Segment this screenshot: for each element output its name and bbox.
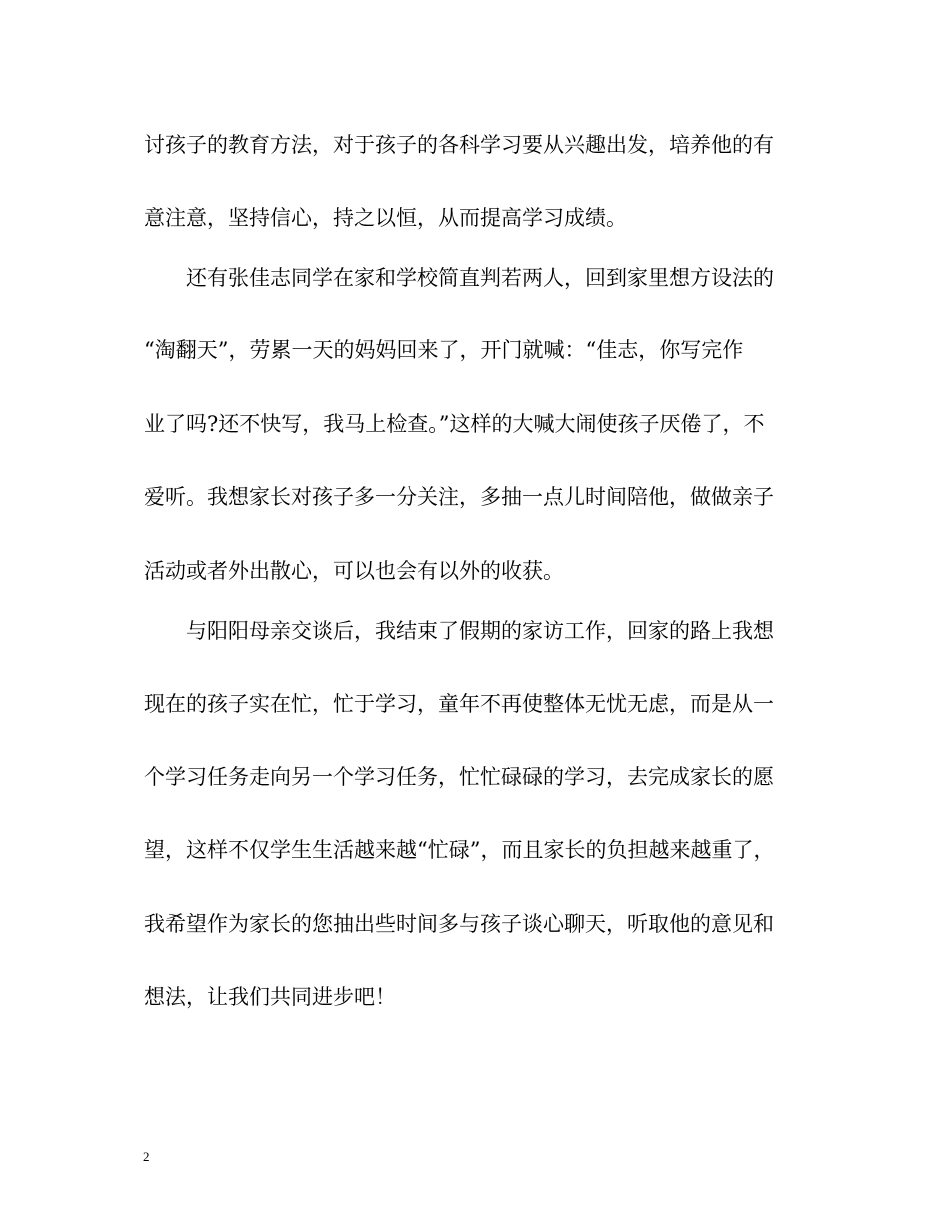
page-number: 2	[143, 1149, 150, 1164]
text-line: 业了吗?还不快写，我马上检查。”这样的大喊大闹使孩子厌倦了，不	[144, 412, 765, 436]
text-line: 个学习任务走向另一个学习任务，忙忙碌碌的学习，去完成家长的愿	[144, 765, 774, 789]
text-line: 意注意，坚持信心，持之以恒，从而提高学习成绩。	[144, 206, 627, 230]
paragraph-start-line: 还有张佳志同学在家和学校简直判若两人，回到家里想方设法的	[186, 266, 774, 290]
paragraph-start-line: 与阳阳母亲交谈后，我结束了假期的家访工作，回家的路上我想	[186, 619, 774, 643]
text-line: 活动或者外出散心，可以也会有以外的收获。	[144, 559, 564, 583]
text-line: 想法，让我们共同进步吧！	[144, 985, 396, 1009]
text-line: “淘翻天”，劳累一天的妈妈回来了，开门就喊：“佳志，你写完作	[144, 338, 744, 362]
text-line: 望，这样不仅学生生活越来越“忙碌”，而且家长的负担越来越重了，	[144, 838, 775, 862]
text-line: 讨孩子的教育方法，对于孩子的各科学习要从兴趣出发，培养他的有	[144, 133, 774, 157]
text-line: 现在的孩子实在忙，忙于学习，童年不再使整体无忧无虑，而是从一	[144, 692, 774, 716]
text-line: 我希望作为家长的您抽出些时间多与孩子谈心聊天，听取他的意见和	[144, 912, 774, 936]
text-line: 爱听。我想家长对孩子多一分关注，多抽一点儿时间陪他，做做亲子	[144, 485, 774, 509]
